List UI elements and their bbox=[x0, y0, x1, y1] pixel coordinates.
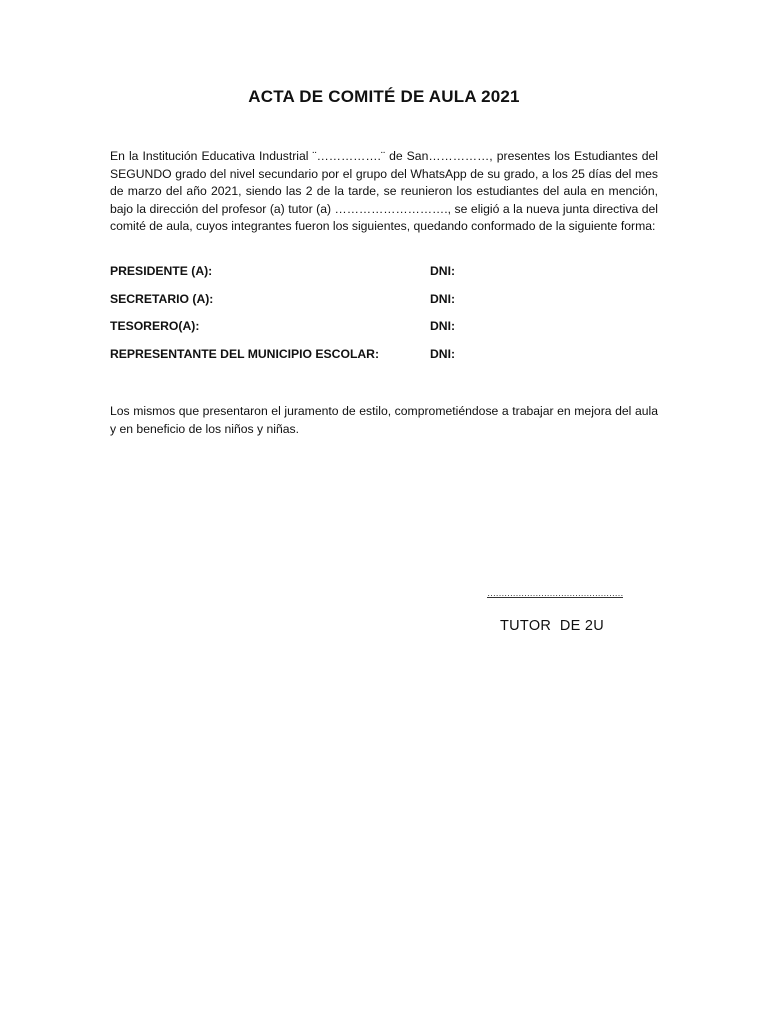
signature-caption: TUTOR DE 2U bbox=[500, 618, 605, 634]
officers-list bbox=[110, 264, 530, 374]
officer-row-representative bbox=[110, 347, 530, 375]
dni-label: DNI: bbox=[430, 291, 456, 306]
officer-row-secretary bbox=[110, 292, 530, 320]
dni-label: DNI: bbox=[430, 319, 456, 333]
signature-line: ………………………………………… bbox=[487, 588, 623, 598]
document-title: ACTA DE COMITÉ DE AULA 2021 bbox=[248, 87, 520, 106]
officer-role-label: PRESIDENTE (A): bbox=[110, 264, 213, 278]
officer-role-label: TESORERO(A): bbox=[110, 319, 200, 333]
officer-row-president bbox=[110, 264, 530, 292]
closing-paragraph: Los mismos que presentaron el juramento de estilo, comprometiéndose a trabajar en mejora del aula y en beneficio de los niños y niñas. bbox=[110, 404, 658, 436]
officer-row-treasurer bbox=[110, 319, 530, 347]
dni-label: DNI: bbox=[430, 264, 456, 278]
intro-paragraph: En la Institución Educativa Industrial ¨…………….¨ de San……………, presentes los Estudiantes del SEGUNDO grado del nivel secundario por el grupo del WhatsApp de su grado, a los 25 días del mes de marzo del año 2021, siendo las 2 de la tarde, se reunieron los estudiantes del aula en mención, bajo la dirección del profesor (a) tutor (a) ………………………., se eligió a la nueva junta directiva del comité de aula, cuyos integrantes fueron los siguientes, quedando conformado de la siguiente forma: bbox=[110, 149, 658, 233]
officer-role-label: REPRESENTANTE DEL MUNICIPIO ESCOLAR: bbox=[110, 346, 380, 361]
dni-label: DNI: bbox=[430, 346, 456, 361]
officer-role-label: SECRETARIO (A): bbox=[110, 291, 214, 306]
